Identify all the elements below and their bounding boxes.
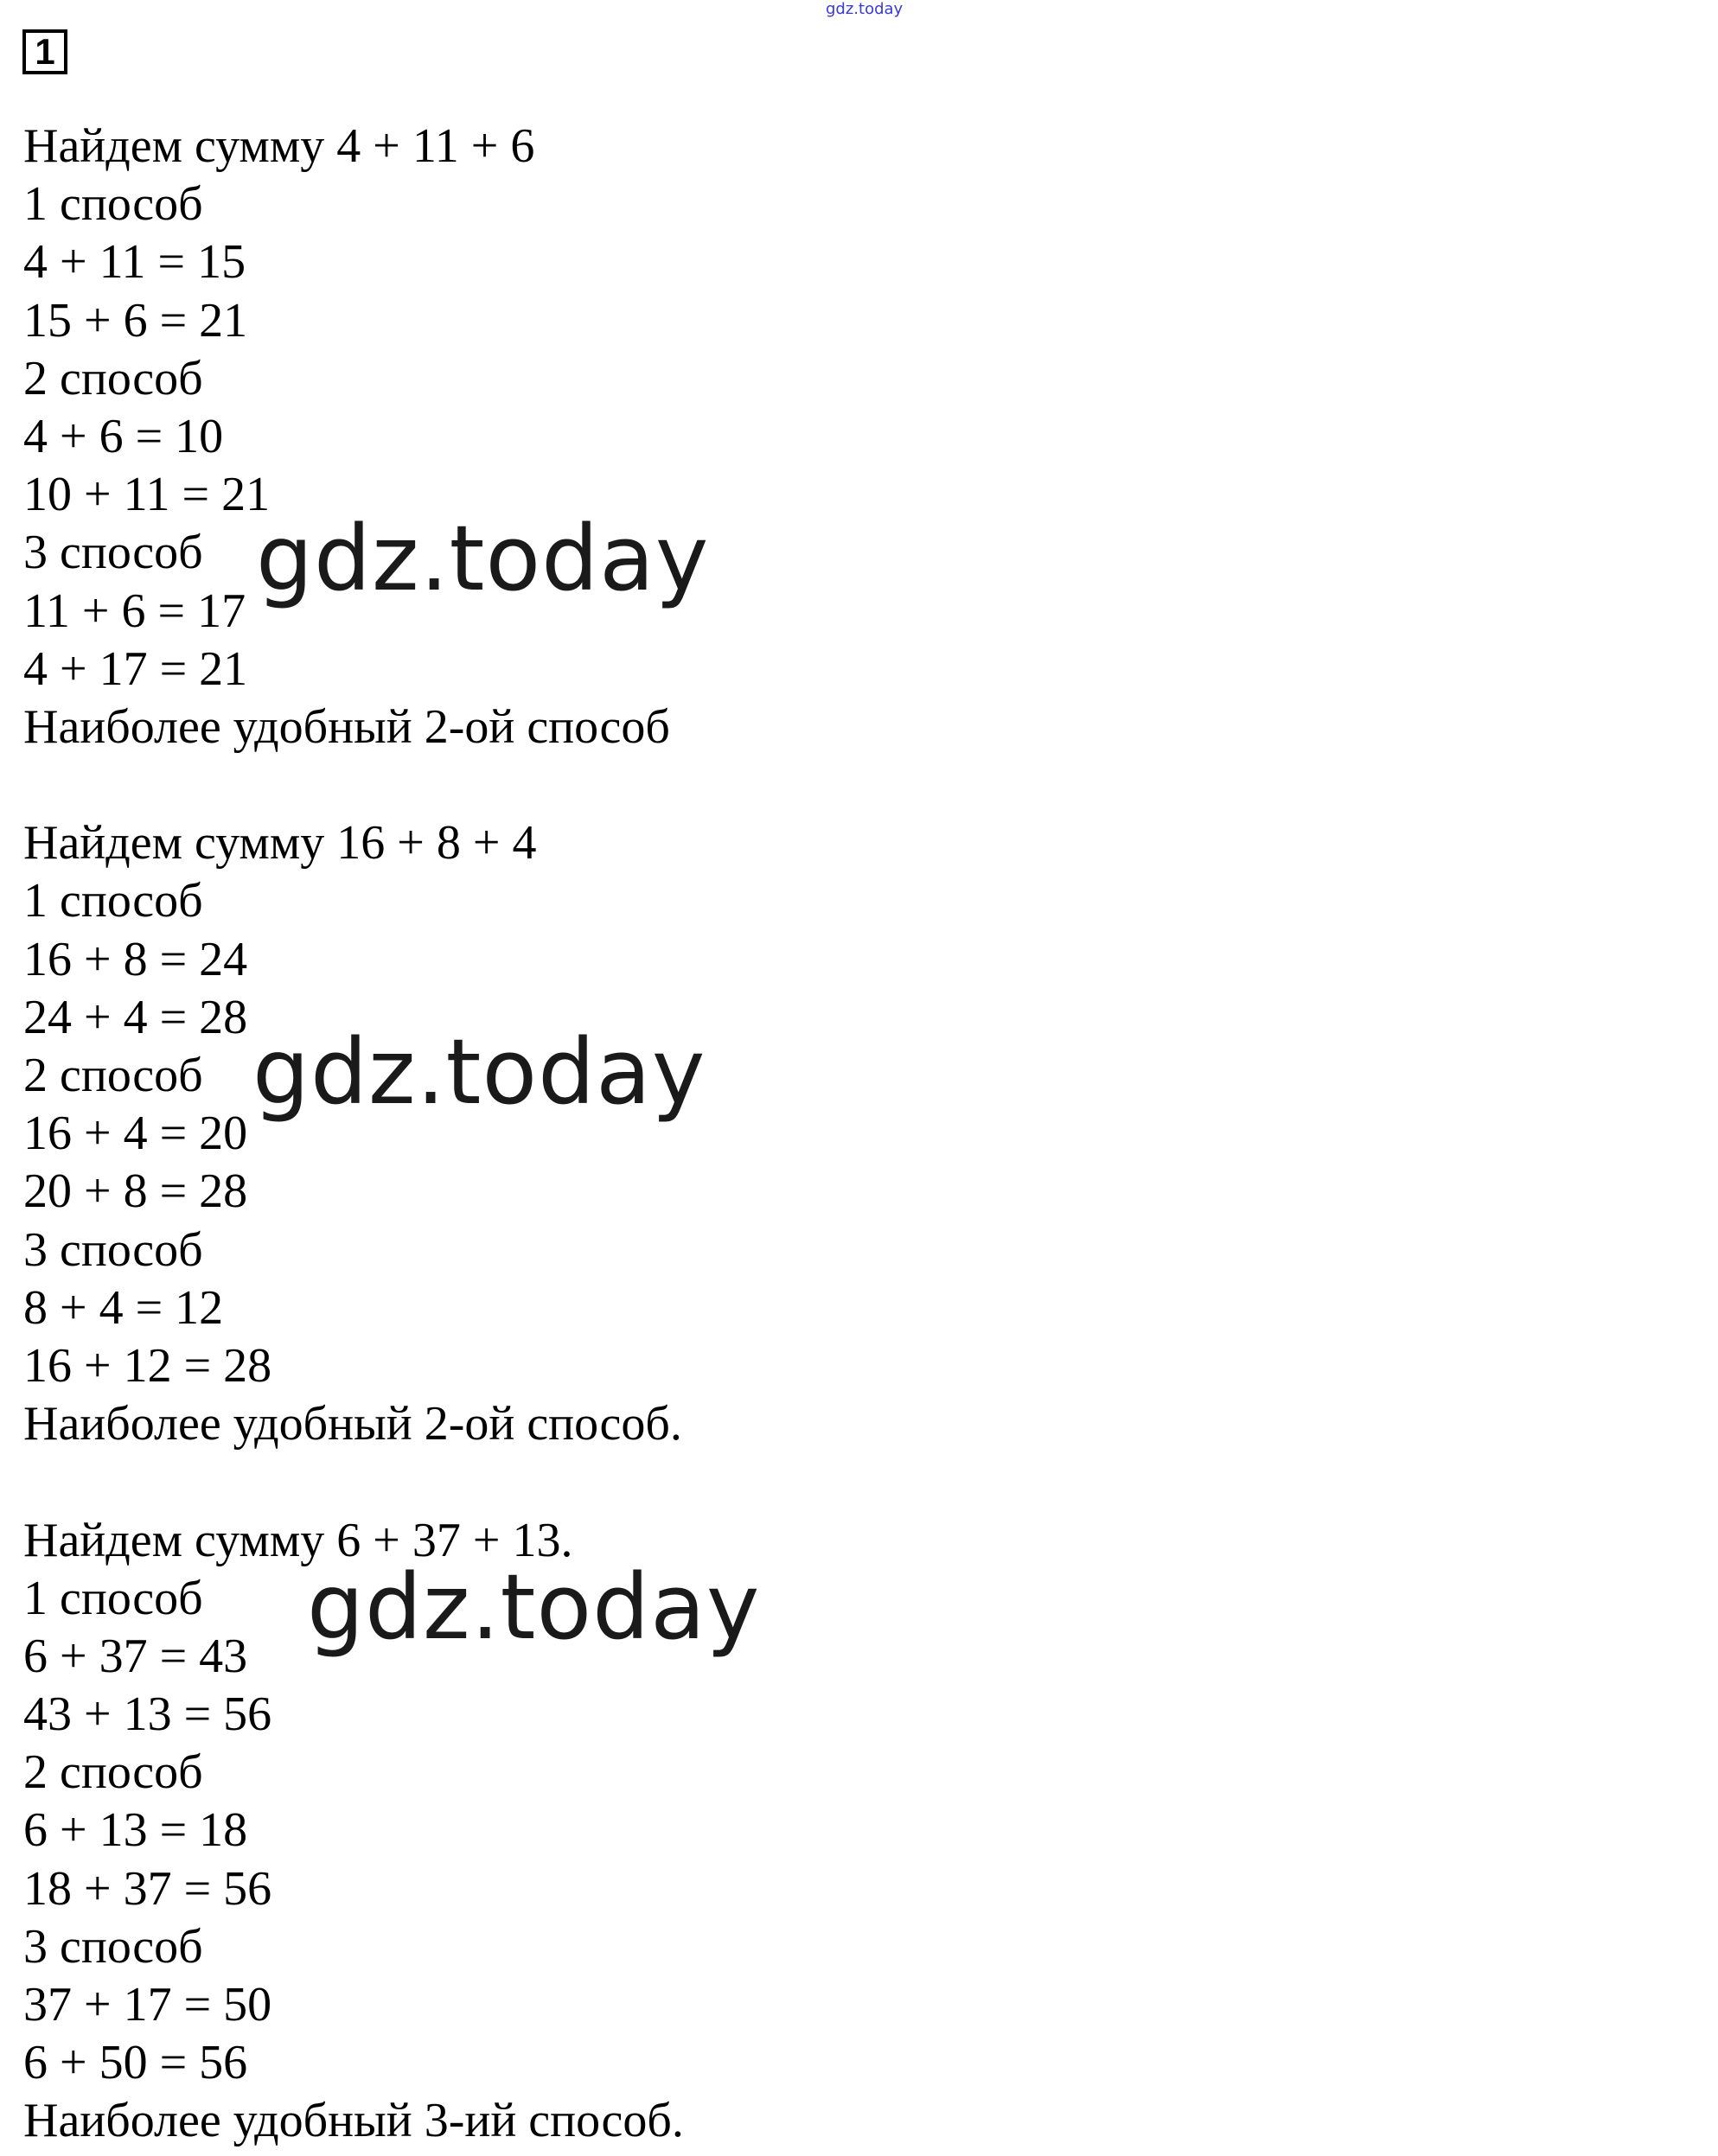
equation-line: 16 + 12 = 28 [23,1338,272,1393]
task-number-box: 1 [22,29,67,74]
equation-line: 8 + 4 = 12 [23,1280,224,1335]
conclusion-line: Наиболее удобный 2-ой способ. [23,1397,682,1451]
method-label: 3 способ [23,1222,203,1277]
method-label: 2 способ [23,1049,203,1102]
watermark-3: gdz.today [307,1554,761,1660]
watermark-1: gdz.today [256,506,710,611]
section-1-heading: Найдем сумму 4 + 11 + 6 [23,119,535,173]
blank-line [23,1453,684,1511]
equation-line: 15 + 6 = 21 [23,293,248,348]
equation-line: 20 + 8 = 28 [23,1164,248,1219]
method-label: 1 способ [23,874,203,928]
equation-line: 6 + 13 = 18 [23,1803,248,1858]
section-3-heading: Найдем сумму 6 + 37 + 13. [23,1513,573,1567]
top-watermark: gdz.today [826,0,904,18]
equation-line: 4 + 6 = 10 [23,409,224,463]
equation-line: 37 + 17 = 50 [23,1978,272,2032]
solution-text [23,118,684,2151]
equation-line: 6 + 50 = 56 [23,2036,248,2090]
method-label: 2 способ [23,351,203,405]
method-label: 1 способ [23,1571,203,1625]
equation-line: 10 + 11 = 21 [23,468,271,522]
equation-line: 4 + 17 = 21 [23,641,248,696]
equation-line: 16 + 8 = 24 [23,932,248,986]
section-2-heading: Найдем сумму 16 + 8 + 4 [23,816,537,871]
method-label: 1 способ [23,177,203,232]
equation-line: 43 + 13 = 56 [23,1687,272,1742]
equation-line: 4 + 11 = 15 [23,235,246,290]
method-label: 3 способ [23,1919,203,1974]
equation-line: 16 + 4 = 20 [23,1107,248,1161]
conclusion-line: Наиболее удобный 2-ой способ [23,699,670,754]
blank-line [23,756,684,814]
equation-line: 18 + 37 = 56 [23,1861,272,1916]
method-label: 3 способ [23,526,203,580]
method-label: 2 способ [23,1745,203,1800]
conclusion-line: Наиболее удобный 3-ий способ. [23,2094,684,2148]
watermark-2: gdz.today [252,1019,706,1125]
equation-line: 24 + 4 = 28 [23,990,248,1044]
equation-line: 11 + 6 = 17 [23,584,246,638]
equation-line: 6 + 37 = 43 [23,1629,248,1683]
